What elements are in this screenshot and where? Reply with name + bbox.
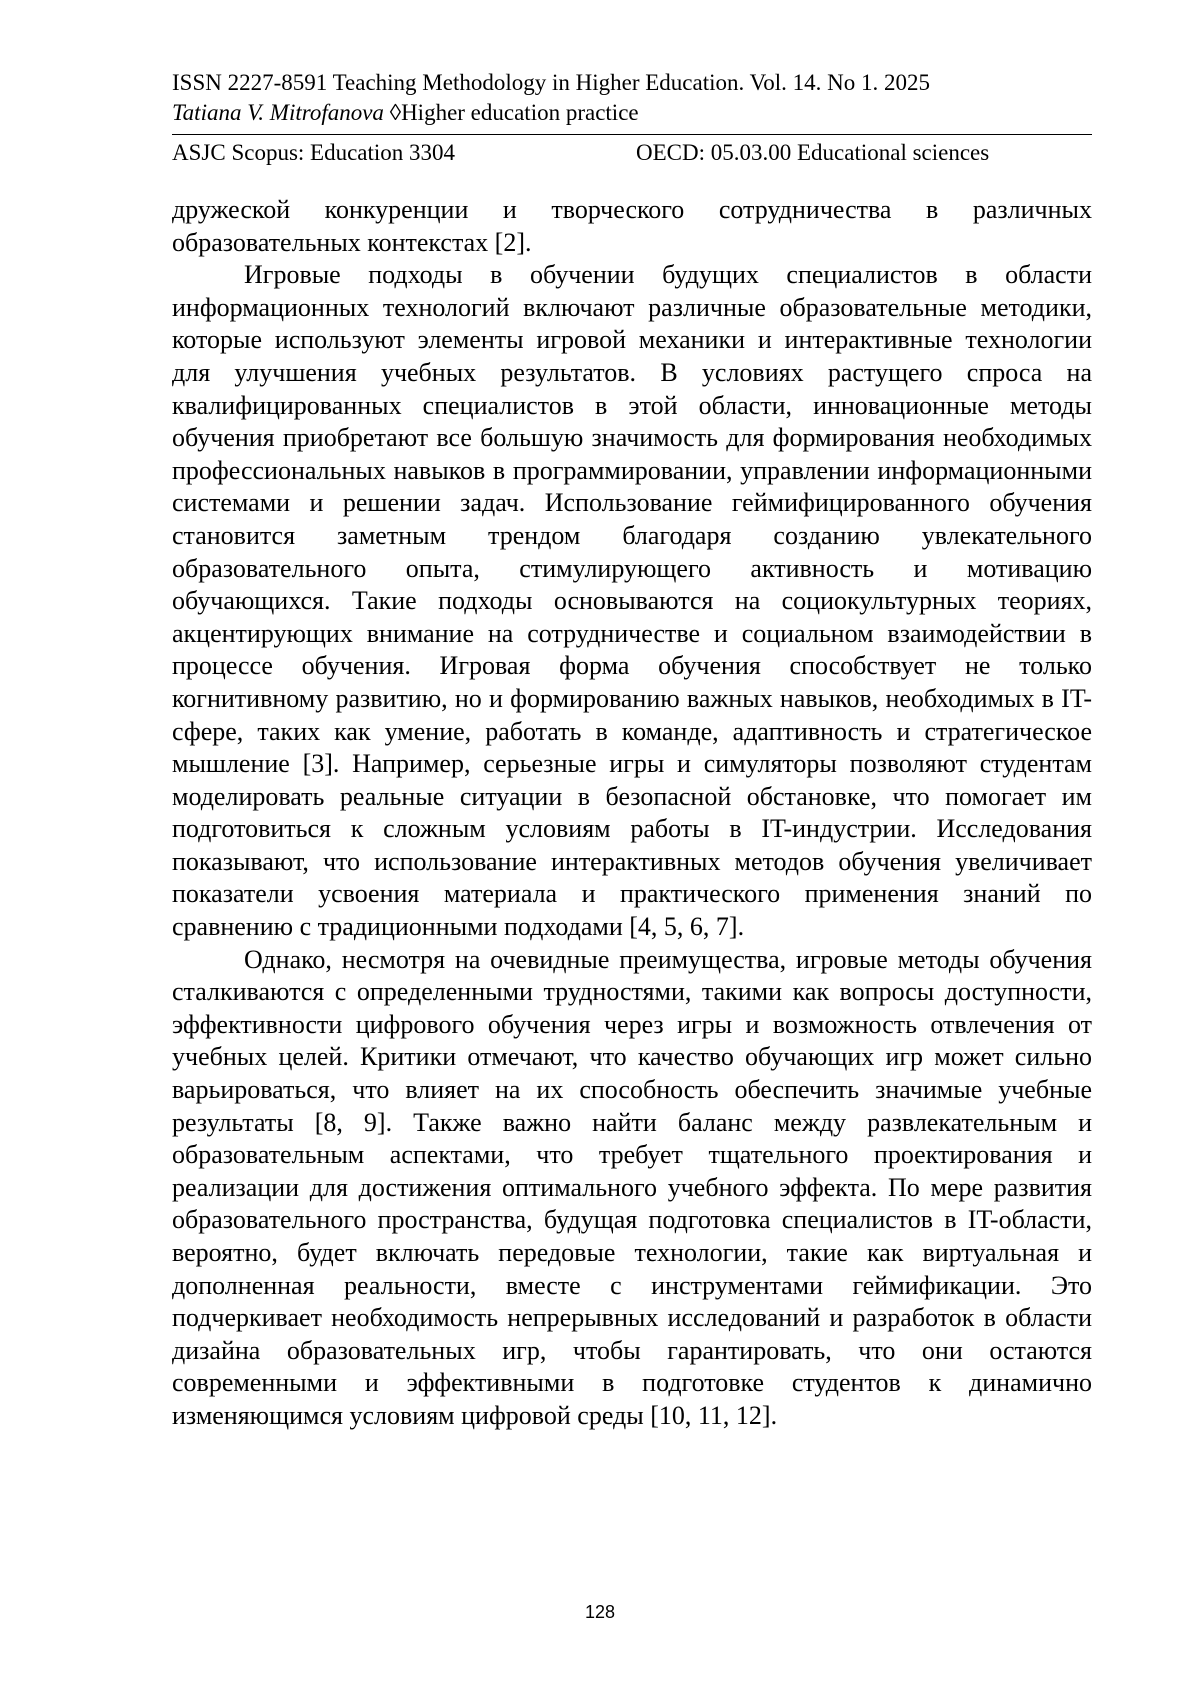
page-number: 128	[584, 1602, 616, 1622]
diamond-separator: ◊	[389, 100, 402, 125]
header-divider	[172, 134, 1092, 135]
paragraph-continuation: дружеской конкуренции и творческого сотрудничества в различных образовательных контекстах [2].	[172, 195, 1092, 257]
article-body	[172, 194, 1092, 1433]
classification-line	[172, 138, 1092, 168]
paragraph: Игровые подходы в обучении будущих специалистов в области информационных технологий включают различные образовательные методики, которые используют элементы игровой механики и интерактивные технологии для улучшения учебных результатов. В условиях растущего спроса на квалифицированных специалистов в этой области, инновационные методы обучения приобретают все большую значимость для формирования необходимых профессиональных навыков в программировании, управлении информационными системами и решении задач. Использование геймифицированного обучения становится заметным трендом благодаря созданию увлекательного образовательного опыта, стимулирующего активность и мотивацию обучающихся. Такие подходы основываются на социокультурных теориях, акцентирующих внимание на сотрудничестве и социальном взаимодействии в процессе обучения. Игровая форма обучения способствует не только когнитивному развитию, но и формированию важных навыков, необходимых в IT-сфере, таких как умение, работать в команде, адаптивность и стратегическое мышление [3]. Например, серьезные игры и симуляторы позволяют студентам моделировать реальные ситуации в безопасной обстановке, что помогает им подготовиться к сложным условиям работы в IT-индустрии. Исследования показывают, что использование интерактивных методов обучения увеличивает показатели усвоения материала и практического применения знаний по сравнению с традиционными подходами [4, 5, 6, 7].	[172, 260, 1092, 942]
author-section-line	[172, 98, 1092, 128]
journal-line: ISSN 2227-8591 Teaching Methodology in Higher Education. Vol. 14. No 1. 2025	[172, 70, 930, 95]
author-name: Tatiana V. Mitrofanova	[172, 100, 384, 125]
running-header	[172, 68, 1092, 128]
asjc-classification: ASJC Scopus: Education 3304	[172, 140, 456, 165]
paragraph: Однако, несмотря на очевидные преимущества, игровые методы обучения сталкиваются с определенными трудностями, такими как вопросы доступности, эффективности цифрового обучения через игры и возможность отвлечения от учебных целей. Критики отмечают, что качество обучающих игр может сильно варьироваться, что влияет на их способность обеспечить значимые учебные результаты [8, 9]. Также важно найти баланс между развлекательным и образовательным аспектами, что требует тщательного проектирования и реализации для достижения оптимального учебного эффекта. По мере развития образовательного пространства, будущая подготовка специалистов в IT-области, вероятно, будет включать передовые технологии, такие как виртуальная и дополненная реальности, вместе с инструментами геймификации. Это подчеркивает необходимость непрерывных исследований и разработок в области дизайна образовательных игр, чтобы гарантировать, что они остаются современными и эффективными в подготовке студентов к динамично изменяющимся условиям цифровой среды [10, 11, 12].	[172, 944, 1092, 1430]
section-name: Higher education practice	[401, 100, 639, 125]
oecd-classification: OECD: 05.03.00 Educational sciences	[636, 140, 990, 165]
